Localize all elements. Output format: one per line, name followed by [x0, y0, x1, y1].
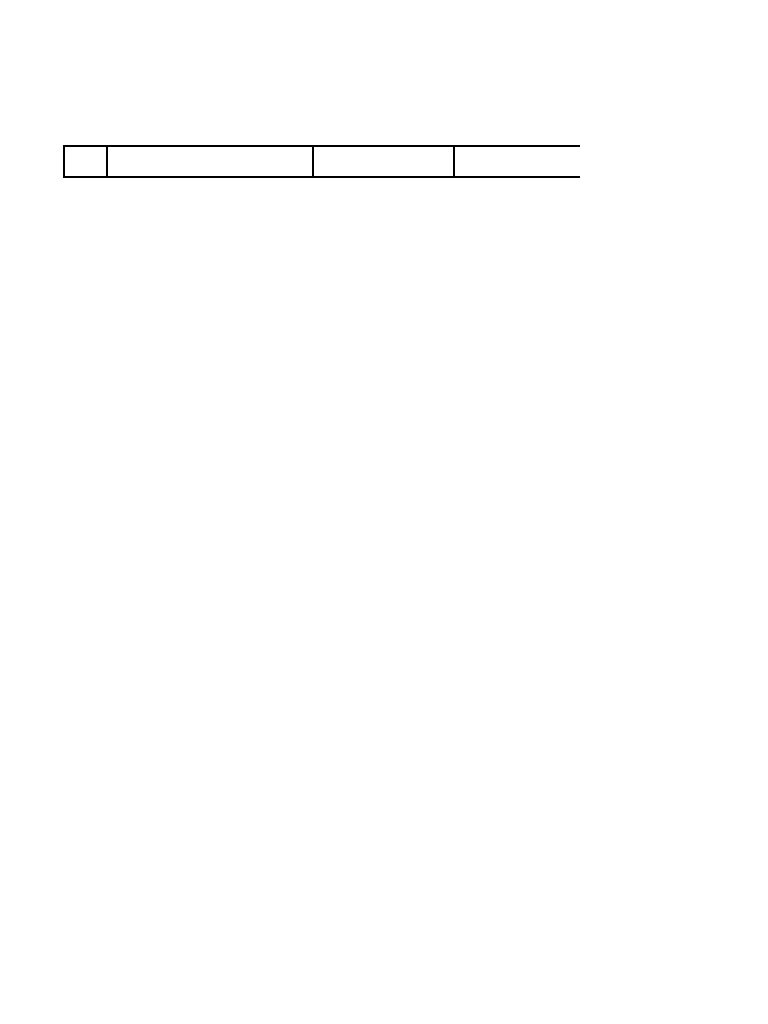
budget-table — [63, 145, 580, 178]
header-harga — [454, 146, 580, 177]
table-header-row — [64, 146, 580, 177]
budget-table-container — [63, 145, 580, 917]
header-satuan — [313, 146, 454, 177]
header-no — [64, 146, 107, 177]
header-uraian — [107, 146, 313, 177]
document-subtitle — [0, 88, 768, 105]
